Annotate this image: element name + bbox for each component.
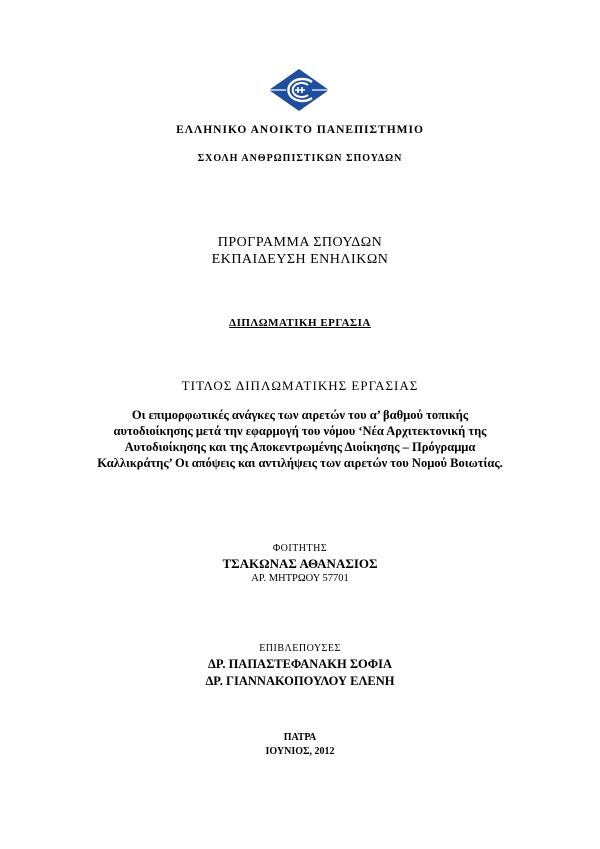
supervisor-name: ΔΡ. ΠΑΠΑΣΤΕΦΑΝΑΚΗ ΣΟΦΙΑ <box>207 657 392 671</box>
submission-date: ΙΟΥΝΙΟΣ, 2012 <box>265 746 335 757</box>
school-name: ΣΧΟΛΗ ΑΝΘΡΩΠΙΣΤΙΚΩΝ ΣΠΟΥΔΩΝ <box>197 153 403 164</box>
title-heading: ΤΙΤΛΟΣ ΔΙΠΛΩΜΑΤΙΚΗΣ ΕΡΓΑΣΙΑΣ <box>181 378 419 393</box>
university-name: ΕΛΛΗΝΙΚΟ ΑΝΟΙΚΤΟ ΠΑΝΕΠΙΣΤΗΜΙΟ <box>176 124 424 136</box>
program-line-2: ΕΚΠΑΙΔΕΥΣΗ ΕΝΗΛΙΚΩΝ <box>211 252 389 267</box>
student-name: ΤΣΑΚΩΝΑΣ ΑΘΑΝΑΣΙΟΣ <box>222 556 378 571</box>
supervisors-label: ΕΠΙΒΛΕΠΟΥΣΕΣ <box>259 643 341 654</box>
student-label: ΦΟΙΤΗΤΗΣ <box>272 543 328 554</box>
thesis-type: ΔΙΠΛΩΜΑΤΙΚΗ ΕΡΓΑΣΙΑ <box>229 317 371 329</box>
supervisor-name: ΔΡ. ΓΙΑΝΝΑΚΟΠΟΥΛΟΥ ΕΛΕΝΗ <box>205 674 395 688</box>
university-logo-icon <box>268 68 330 112</box>
registration-number: ΑΡ. ΜΗΤΡΩΟΥ 57701 <box>251 573 349 584</box>
program-line-1: ΠΡΟΓΡΑΜΜΑ ΣΠΟΥΔΩΝ <box>217 235 383 250</box>
thesis-title: Οι επιμορφωτικές ανάγκες των αιρετών του α’ βαθμού τοπικής αυτοδιοίκησης μετά την εφαρμογή του νόμου ‘Νέα Αρχιτεκτονική της Αυτοδιοίκησης και της Αποκεντρωμένης Διοίκησης – Πρόγραμμα Καλλικράτης’ Οι απόψεις και αντιλήψεις των αιρετών του Νομού Βοιωτίας. <box>97 408 503 470</box>
study-program <box>0 234 600 268</box>
city: ΠΑΤΡΑ <box>283 732 317 743</box>
